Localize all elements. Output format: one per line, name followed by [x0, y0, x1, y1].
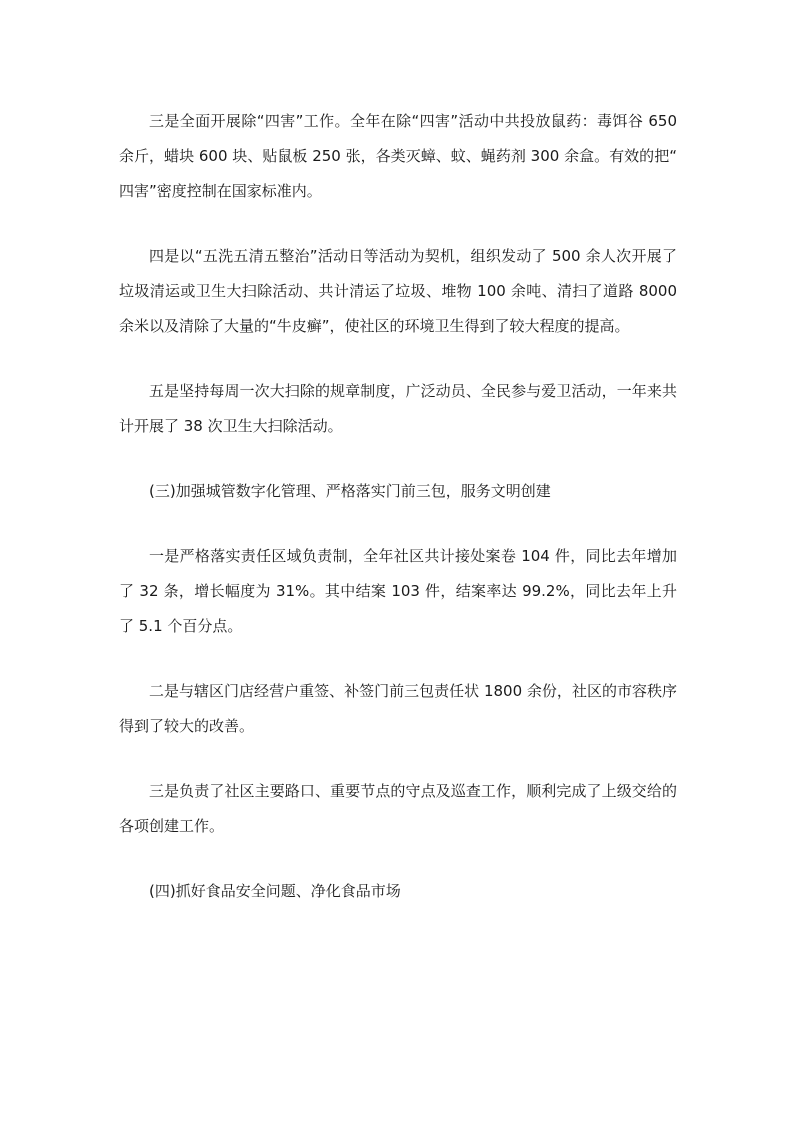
paragraph-responsibility-zones: 一是严格落实责任区域负责制，全年社区共计接处案卷 104 件，同比去年增加了 32 条，增长幅度为 31%。其中结案 103 件，结案率达 99.2%，同比去年上升了 5.1 个百分点。 [119, 547, 677, 635]
paragraph-four-pests: 三是全面开展除“四害”工作。全年在除“四害”活动中共投放鼠药：毒饵谷 650 余斤，蜡块 600 块、贴鼠板 250 张，各类灭蟑、蚊、蝇药剂 300 余盒。有效的把“四害”密度控制在国家标准内。 [119, 112, 677, 200]
section-heading-food-safety: (四)抓好食品安全问题、净化食品市场 [149, 882, 401, 900]
paragraph-patrol-work: 三是负责了社区主要路口、重要节点的守点及巡查工作，顺利完成了上级交给的各项创建工作。 [119, 782, 677, 835]
paragraph-weekly-cleaning: 五是坚持每周一次大扫除的规章制度，广泛动员、全民参与爱卫活动，一年来共计开展了 38 次卫生大扫除活动。 [119, 382, 677, 435]
paragraph-storefront-contracts: 二是与辖区门店经营户重签、补签门前三包责任状 1800 余份，社区的市容秩序得到了较大的改善。 [119, 682, 677, 735]
section-heading-urban-management: (三)加强城管数字化管理、严格落实门前三包，服务文明创建 [149, 482, 551, 500]
paragraph-cleanup-campaign: 四是以“五洗五清五整治”活动日等活动为契机，组织发动了 500 余人次开展了垃圾清运或卫生大扫除活动、共计清运了垃圾、堆物 100 余吨、清扫了道路 8000 余米以及清除了大量的“牛皮癣”，使社区的环境卫生得到了较大程度的提高。 [119, 247, 677, 335]
document-body [119, 104, 677, 939]
